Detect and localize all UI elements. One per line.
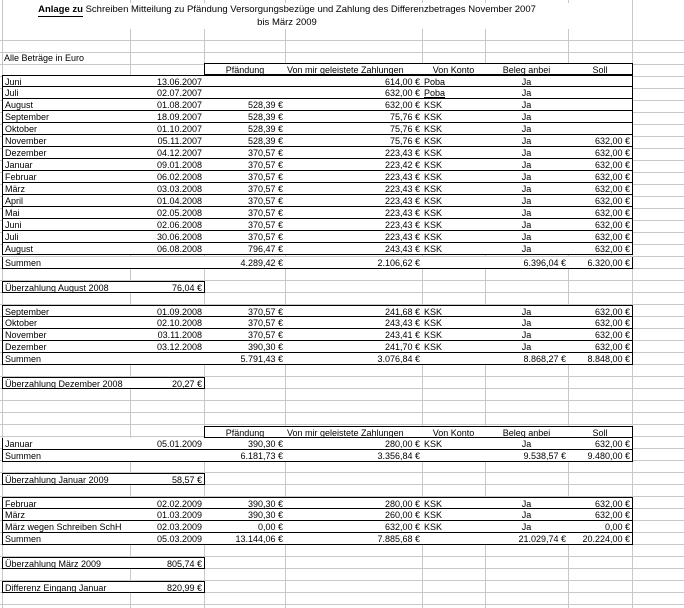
pfaendung-cell[interactable]: 370,57 €: [204, 147, 286, 159]
ueberzahlung-august-2008-label[interactable]: Überzahlung August 2008: [2, 281, 131, 293]
zahlung-cell[interactable]: 223,42 €: [285, 159, 423, 171]
pfaendung-cell[interactable]: 370,57 €: [204, 159, 286, 171]
sum-beleg[interactable]: 21.029,74 €: [485, 533, 569, 545]
soll-cell[interactable]: 632,00 €: [568, 329, 633, 341]
beleg-cell[interactable]: Ja: [485, 111, 569, 123]
beleg-cell[interactable]: Ja: [485, 438, 569, 450]
beleg-cell[interactable]: Ja: [485, 195, 569, 207]
sum-pfaendung[interactable]: 4.289,42 €: [204, 257, 286, 269]
header-pfaendung[interactable]: Pfändung: [204, 426, 286, 438]
header-soll[interactable]: Soll: [568, 63, 633, 75]
document-title: [4, 3, 570, 29]
beleg-cell[interactable]: Ja: [485, 75, 569, 87]
konto-cell[interactable]: KSK: [422, 135, 486, 147]
month-cell[interactable]: Februar: [2, 497, 131, 509]
title-line-2: bis März 2009: [257, 17, 317, 28]
date-cell[interactable]: 02.02.2009: [130, 497, 205, 509]
ueberzahlung-dezember-2008-label[interactable]: Überzahlung Dezember 2008: [2, 377, 131, 389]
month-cell[interactable]: Dezember: [2, 147, 131, 159]
header-konto[interactable]: Von Konto: [422, 63, 486, 75]
sum-zahlung[interactable]: 3.076,84 €: [285, 353, 423, 365]
zahlung-cell[interactable]: 223,43 €: [285, 231, 423, 243]
zahlung-cell[interactable]: 243,41 €: [285, 329, 423, 341]
sum-date[interactable]: [130, 257, 205, 269]
header-beleg[interactable]: Beleg anbei: [485, 63, 569, 75]
konto-cell[interactable]: KSK: [422, 521, 486, 533]
sum-konto[interactable]: [422, 450, 486, 462]
sum-pfaendung[interactable]: 5.791,43 €: [204, 353, 286, 365]
soll-cell[interactable]: 632,00 €: [568, 305, 633, 317]
date-cell[interactable]: 13.06.2007: [130, 75, 205, 87]
konto-cell[interactable]: KSK: [422, 243, 486, 255]
header-soll[interactable]: Soll: [568, 426, 633, 438]
month-cell[interactable]: November: [2, 329, 131, 341]
soll-cell[interactable]: 632,00 €: [568, 497, 633, 509]
pfaendung-cell[interactable]: 390,30 €: [204, 509, 286, 521]
header-pfaendung[interactable]: Pfändung: [204, 63, 286, 75]
zahlung-cell[interactable]: 243,43 €: [285, 317, 423, 329]
konto-cell[interactable]: KSK: [422, 219, 486, 231]
soll-cell[interactable]: [568, 111, 633, 123]
date-cell[interactable]: 01.04.2008: [130, 195, 205, 207]
zahlung-cell[interactable]: 632,00 €: [285, 99, 423, 111]
soll-cell[interactable]: [568, 99, 633, 111]
date-cell[interactable]: 04.12.2007: [130, 147, 205, 159]
zahlung-cell[interactable]: 223,43 €: [285, 195, 423, 207]
zahlung-cell[interactable]: 632,00 €: [285, 521, 423, 533]
beleg-cell[interactable]: Ja: [485, 219, 569, 231]
month-cell[interactable]: September: [2, 111, 131, 123]
sum-date[interactable]: [130, 353, 205, 365]
pfaendung-cell[interactable]: 0,00 €: [204, 521, 286, 533]
sum-zahlung[interactable]: 7.885,68 €: [285, 533, 423, 545]
beleg-cell[interactable]: Ja: [485, 183, 569, 195]
pfaendung-cell[interactable]: 370,57 €: [204, 195, 286, 207]
soll-cell[interactable]: 632,00 €: [568, 183, 633, 195]
header-zahlungen[interactable]: Von mir geleistete Zahlungen: [285, 426, 423, 438]
pfaendung-cell[interactable]: 370,57 €: [204, 305, 286, 317]
beleg-cell[interactable]: Ja: [485, 243, 569, 255]
zahlung-cell[interactable]: 280,00 €: [285, 438, 423, 450]
zahlung-cell[interactable]: 223,43 €: [285, 219, 423, 231]
ueberzahlung-maerz-2009-value[interactable]: 805,74 €: [130, 557, 205, 569]
pfaendung-cell[interactable]: 528,39 €: [204, 99, 286, 111]
month-cell[interactable]: Juni: [2, 75, 131, 87]
date-cell[interactable]: 02.07.2007: [130, 87, 205, 99]
ueberzahlung-dezember-2008-value[interactable]: 20,27 €: [130, 377, 205, 389]
konto-cell[interactable]: KSK: [422, 207, 486, 219]
konto-cell[interactable]: KSK: [422, 329, 486, 341]
month-cell[interactable]: März wegen Schreiben SchH: [2, 521, 131, 533]
beleg-cell[interactable]: Ja: [485, 521, 569, 533]
date-cell[interactable]: 09.01.2008: [130, 159, 205, 171]
month-cell[interactable]: Januar: [2, 159, 131, 171]
ueberzahlung-januar-2009-value[interactable]: 58,57 €: [130, 473, 205, 485]
soll-cell[interactable]: 632,00 €: [568, 135, 633, 147]
pfaendung-cell[interactable]: 370,57 €: [204, 231, 286, 243]
konto-cell[interactable]: KSK: [422, 231, 486, 243]
pfaendung-cell[interactable]: 528,39 €: [204, 111, 286, 123]
pfaendung-cell[interactable]: 390,30 €: [204, 341, 286, 353]
soll-cell[interactable]: [568, 75, 633, 87]
beleg-cell[interactable]: Ja: [485, 135, 569, 147]
month-cell[interactable]: Juli: [2, 231, 131, 243]
soll-cell[interactable]: [568, 123, 633, 135]
sum-konto[interactable]: [422, 257, 486, 269]
zahlung-cell[interactable]: 75,76 €: [285, 135, 423, 147]
soll-cell[interactable]: 632,00 €: [568, 219, 633, 231]
date-cell[interactable]: 01.10.2007: [130, 123, 205, 135]
beleg-cell[interactable]: Ja: [485, 171, 569, 183]
zahlung-cell[interactable]: 75,76 €: [285, 123, 423, 135]
date-cell[interactable]: 06.08.2008: [130, 243, 205, 255]
month-cell[interactable]: Oktober: [2, 317, 131, 329]
gridline: [0, 412, 684, 413]
pfaendung-cell[interactable]: 370,57 €: [204, 317, 286, 329]
sum-label[interactable]: Summen: [2, 533, 131, 545]
ueberzahlung-maerz-2009-label[interactable]: Überzahlung März 2009: [2, 557, 131, 569]
sum-beleg[interactable]: 8.868,27 €: [485, 353, 569, 365]
zahlung-cell[interactable]: 632,00 €: [285, 87, 423, 99]
date-cell[interactable]: 03.03.2008: [130, 183, 205, 195]
zahlung-cell[interactable]: 223,43 €: [285, 183, 423, 195]
konto-cell[interactable]: Poba: [422, 87, 486, 99]
date-cell[interactable]: 05.01.2009: [130, 438, 205, 450]
konto-cell[interactable]: KSK: [422, 111, 486, 123]
soll-cell[interactable]: 632,00 €: [568, 231, 633, 243]
month-cell[interactable]: März: [2, 183, 131, 195]
beleg-cell[interactable]: Ja: [485, 317, 569, 329]
soll-cell[interactable]: 632,00 €: [568, 147, 633, 159]
konto-cell[interactable]: KSK: [422, 159, 486, 171]
soll-cell[interactable]: 632,00 €: [568, 438, 633, 450]
month-cell[interactable]: Juli: [2, 87, 131, 99]
zahlung-cell[interactable]: 241,70 €: [285, 341, 423, 353]
date-cell[interactable]: 02.03.2009: [130, 521, 205, 533]
month-cell[interactable]: August: [2, 99, 131, 111]
header-beleg[interactable]: Beleg anbei: [485, 426, 569, 438]
zahlung-cell[interactable]: 280,00 €: [285, 497, 423, 509]
soll-cell[interactable]: 632,00 €: [568, 207, 633, 219]
pfaendung-cell[interactable]: [204, 75, 286, 87]
pfaendung-cell[interactable]: 370,57 €: [204, 207, 286, 219]
konto-cell[interactable]: KSK: [422, 195, 486, 207]
soll-cell[interactable]: 632,00 €: [568, 171, 633, 183]
pfaendung-cell[interactable]: 370,57 €: [204, 219, 286, 231]
pfaendung-cell[interactable]: 370,57 €: [204, 183, 286, 195]
title-line-1: Schreiben Mitteilung zu Pfändung Versorgungsbezüge und Zahlung des Differenzbetrages November 2007: [82, 4, 536, 15]
beleg-cell[interactable]: Ja: [485, 147, 569, 159]
soll-cell[interactable]: 632,00 €: [568, 317, 633, 329]
beleg-cell[interactable]: Ja: [485, 509, 569, 521]
sum-beleg[interactable]: 6.396,04 €: [485, 257, 569, 269]
beleg-cell[interactable]: Ja: [485, 329, 569, 341]
differenz-eingang-januar-label[interactable]: Differenz Eingang Januar: [2, 581, 131, 593]
beleg-cell[interactable]: Ja: [485, 305, 569, 317]
sum-soll[interactable]: 8.848,00 €: [568, 353, 633, 365]
currency-note[interactable]: Alle Beträge in Euro: [4, 53, 85, 63]
zahlung-cell[interactable]: 223,43 €: [285, 171, 423, 183]
sum-soll[interactable]: 9.480,00 €: [568, 450, 633, 462]
soll-cell[interactable]: 0,00 €: [568, 521, 633, 533]
konto-cell[interactable]: KSK: [422, 305, 486, 317]
header-zahlungen[interactable]: Von mir geleistete Zahlungen: [285, 63, 423, 75]
pfaendung-cell[interactable]: [204, 87, 286, 99]
gridline: [0, 40, 684, 41]
date-cell[interactable]: 03.11.2008: [130, 329, 205, 341]
gridline: [0, 424, 684, 425]
date-cell[interactable]: 02.10.2008: [130, 317, 205, 329]
beleg-cell[interactable]: Ja: [485, 231, 569, 243]
date-cell[interactable]: 01.08.2007: [130, 99, 205, 111]
zahlung-cell[interactable]: 223,43 €: [285, 147, 423, 159]
soll-cell[interactable]: [568, 87, 633, 99]
zahlung-cell[interactable]: 223,43 €: [285, 207, 423, 219]
date-cell[interactable]: 02.06.2008: [130, 219, 205, 231]
sum-date[interactable]: [130, 450, 205, 462]
konto-cell[interactable]: KSK: [422, 438, 486, 450]
konto-cell[interactable]: KSK: [422, 497, 486, 509]
beleg-cell[interactable]: Ja: [485, 159, 569, 171]
header-konto[interactable]: Von Konto: [422, 426, 486, 438]
sum-label[interactable]: Summen: [2, 257, 131, 269]
sum-zahlung[interactable]: 3.356,84 €: [285, 450, 423, 462]
sum-label[interactable]: Summen: [2, 450, 131, 462]
konto-cell[interactable]: KSK: [422, 341, 486, 353]
month-cell[interactable]: März: [2, 509, 131, 521]
differenz-eingang-januar-value[interactable]: 820,99 €: [130, 581, 205, 593]
konto-cell[interactable]: KSK: [422, 123, 486, 135]
konto-cell[interactable]: Poba: [422, 75, 486, 87]
sum-label[interactable]: Summen: [2, 353, 131, 365]
beleg-cell[interactable]: Ja: [485, 123, 569, 135]
zahlung-cell[interactable]: 614,00 €: [285, 75, 423, 87]
pfaendung-cell[interactable]: 796,47 €: [204, 243, 286, 255]
month-cell[interactable]: Februar: [2, 171, 131, 183]
pfaendung-cell[interactable]: 528,39 €: [204, 123, 286, 135]
konto-cell[interactable]: KSK: [422, 317, 486, 329]
zahlung-cell[interactable]: 243,43 €: [285, 243, 423, 255]
month-cell[interactable]: November: [2, 135, 131, 147]
beleg-cell[interactable]: Ja: [485, 87, 569, 99]
sum-pfaendung[interactable]: 13.144,06 €: [204, 533, 286, 545]
ueberzahlung-januar-2009-label[interactable]: Überzahlung Januar 2009: [2, 473, 131, 485]
sum-pfaendung[interactable]: 6.181,73 €: [204, 450, 286, 462]
konto-cell[interactable]: KSK: [422, 99, 486, 111]
beleg-cell[interactable]: Ja: [485, 497, 569, 509]
date-cell[interactable]: 02.05.2008: [130, 207, 205, 219]
pfaendung-cell[interactable]: 370,57 €: [204, 329, 286, 341]
pfaendung-cell[interactable]: 370,57 €: [204, 171, 286, 183]
date-cell[interactable]: 30.06.2008: [130, 231, 205, 243]
date-cell[interactable]: 01.09.2008: [130, 305, 205, 317]
sum-soll[interactable]: 6.320,00 €: [568, 257, 633, 269]
month-cell[interactable]: Oktober: [2, 123, 131, 135]
date-cell[interactable]: 06.02.2008: [130, 171, 205, 183]
zahlung-cell[interactable]: 260,00 €: [285, 509, 423, 521]
month-cell[interactable]: Dezember: [2, 341, 131, 353]
sum-konto[interactable]: [422, 533, 486, 545]
month-cell[interactable]: Januar: [2, 438, 131, 450]
sum-zahlung[interactable]: 2.106,62 €: [285, 257, 423, 269]
month-cell[interactable]: August: [2, 243, 131, 255]
konto-cell[interactable]: KSK: [422, 171, 486, 183]
ueberzahlung-august-2008-value[interactable]: 76,04 €: [130, 281, 205, 293]
month-cell[interactable]: Juni: [2, 219, 131, 231]
sum-konto[interactable]: [422, 353, 486, 365]
month-cell[interactable]: April: [2, 195, 131, 207]
gridline: [0, 400, 684, 401]
sum-soll[interactable]: 20.224,00 €: [568, 533, 633, 545]
beleg-cell[interactable]: Ja: [485, 341, 569, 353]
konto-cell[interactable]: KSK: [422, 509, 486, 521]
gridline: [0, 604, 684, 605]
pfaendung-cell[interactable]: 390,30 €: [204, 497, 286, 509]
sum-date[interactable]: 05.03.2009: [130, 533, 205, 545]
pfaendung-cell[interactable]: 528,39 €: [204, 135, 286, 147]
date-cell[interactable]: 01.03.2009: [130, 509, 205, 521]
soll-cell[interactable]: 632,00 €: [568, 195, 633, 207]
soll-cell[interactable]: 632,00 €: [568, 159, 633, 171]
zahlung-cell[interactable]: 241,68 €: [285, 305, 423, 317]
date-cell[interactable]: 03.12.2008: [130, 341, 205, 353]
konto-cell[interactable]: KSK: [422, 147, 486, 159]
soll-cell[interactable]: 632,00 €: [568, 341, 633, 353]
zahlung-cell[interactable]: 75,76 €: [285, 111, 423, 123]
soll-cell[interactable]: 632,00 €: [568, 509, 633, 521]
pfaendung-cell[interactable]: 390,30 €: [204, 438, 286, 450]
date-cell[interactable]: 18.09.2007: [130, 111, 205, 123]
konto-cell[interactable]: KSK: [422, 183, 486, 195]
month-cell[interactable]: September: [2, 305, 131, 317]
title-prefix: Anlage zu: [38, 4, 83, 15]
date-cell[interactable]: 05.11.2007: [130, 135, 205, 147]
sum-beleg[interactable]: 9.538,57 €: [485, 450, 569, 462]
soll-cell[interactable]: 632,00 €: [568, 243, 633, 255]
month-cell[interactable]: Mai: [2, 207, 131, 219]
beleg-cell[interactable]: Ja: [485, 207, 569, 219]
beleg-cell[interactable]: Ja: [485, 99, 569, 111]
